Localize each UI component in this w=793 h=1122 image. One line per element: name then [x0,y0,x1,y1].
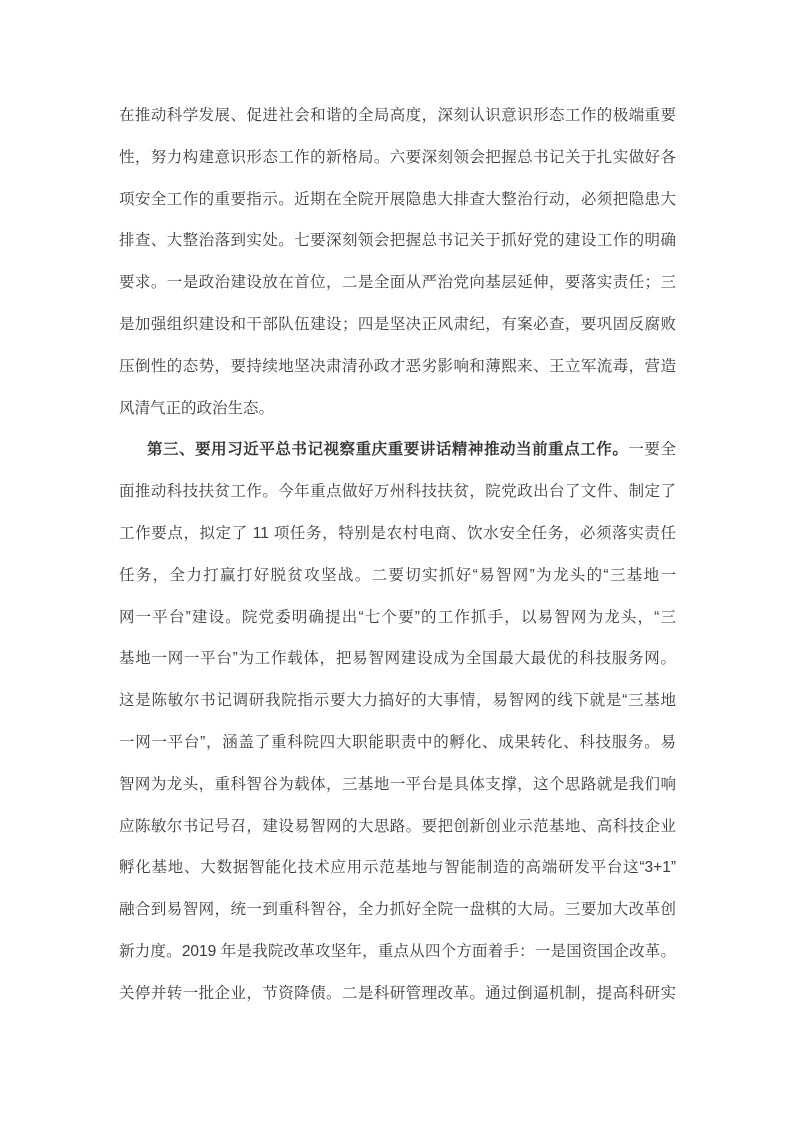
text-line: 关停并转一批企业，节资降债。二是科研管理改革。通过倒逼机制，提高科研实 [119,984,676,1002]
text-line: 性，努力构建意识形态工作的新格局。六要深刻领会把握总书记关于扎实做好各 [119,148,676,166]
text-line: 排查、大整治落到实处。七要深刻领会把握总书记关于抓好党的建设工作的明确 [119,232,676,250]
text-line: 面推动科技扶贫工作。今年重点做好万州科技扶贫，院党政出台了文件、制定了 [119,483,676,501]
text-line: 任务，全力打赢打好脱贫攻坚战。二要切实抓好“易智网”为龙头的“三基地一 [119,566,676,584]
text-line: 应陈敏尔书记号召，建设易智网的大思路。要把创新创业示范基地、高科技企业 [119,817,676,835]
document-body [119,95,676,1015]
text-line: 基地一网一平台”为工作载体，把易智网建设成为全国最大最优的科技服务网。 [119,650,676,668]
text-line: 是加强组织建设和干部队伍建设；四是坚决正风肃纪，有案必查，要巩固反腐败 [119,315,676,333]
text-line-paragraph-start [119,429,676,471]
text-line-paragraph-end: 风清气正的政治生态。 [119,399,275,417]
bold-section-heading: 第三、要用习近平总书记视察重庆重要讲话精神推动当前重点工作。 [147,441,629,459]
text-line: 项安全工作的重要指示。近期在全院开展隐患大排查大整治行动，必须把隐患大 [119,190,676,208]
text-line: 新力度。2019 年是我院改革攻坚年，重点从四个方面着手：一是国资国企改革。 [119,942,676,960]
text-line-rest: 一要全 [628,441,676,459]
text-line: 要求。一是政治建设放在首位，二是全面从严治党向基层延伸，要落实责任；三 [119,274,676,292]
text-line: 工作要点，拟定了 11 项任务，特别是农村电商、饮水安全任务，必须落实责任 [119,524,676,542]
text-line: 网一平台”建设。院党委明确提出“七个要”的工作抓手，以易智网为龙头，“三 [119,608,676,626]
text-line: 孵化基地、大数据智能化技术应用示范基地与智能制造的高端研发平台这“3+1” [119,859,676,877]
text-line: 在推动科学发展、促进社会和谐的全局高度，深刻认识意识形态工作的极端重要 [119,107,676,124]
text-line: 压倒性的态势，要持续地坚决肃清孙政才恶劣影响和薄熙来、王立军流毒，营造 [119,357,676,375]
text-line: 一网一平台”，涵盖了重科院四大职能职责中的孵化、成果转化、科技服务。易 [119,733,676,751]
text-line: 智网为龙头，重科智谷为载体，三基地一平台是具体支撑，这个思路就是我们响 [119,775,676,793]
text-line: 这是陈敏尔书记调研我院指示要大力搞好的大事情，易智网的线下就是“三基地 [119,692,676,710]
text-line: 融合到易智网，统一到重科智谷，全力抓好全院一盘棋的大局。三要加大改革创 [119,901,676,919]
